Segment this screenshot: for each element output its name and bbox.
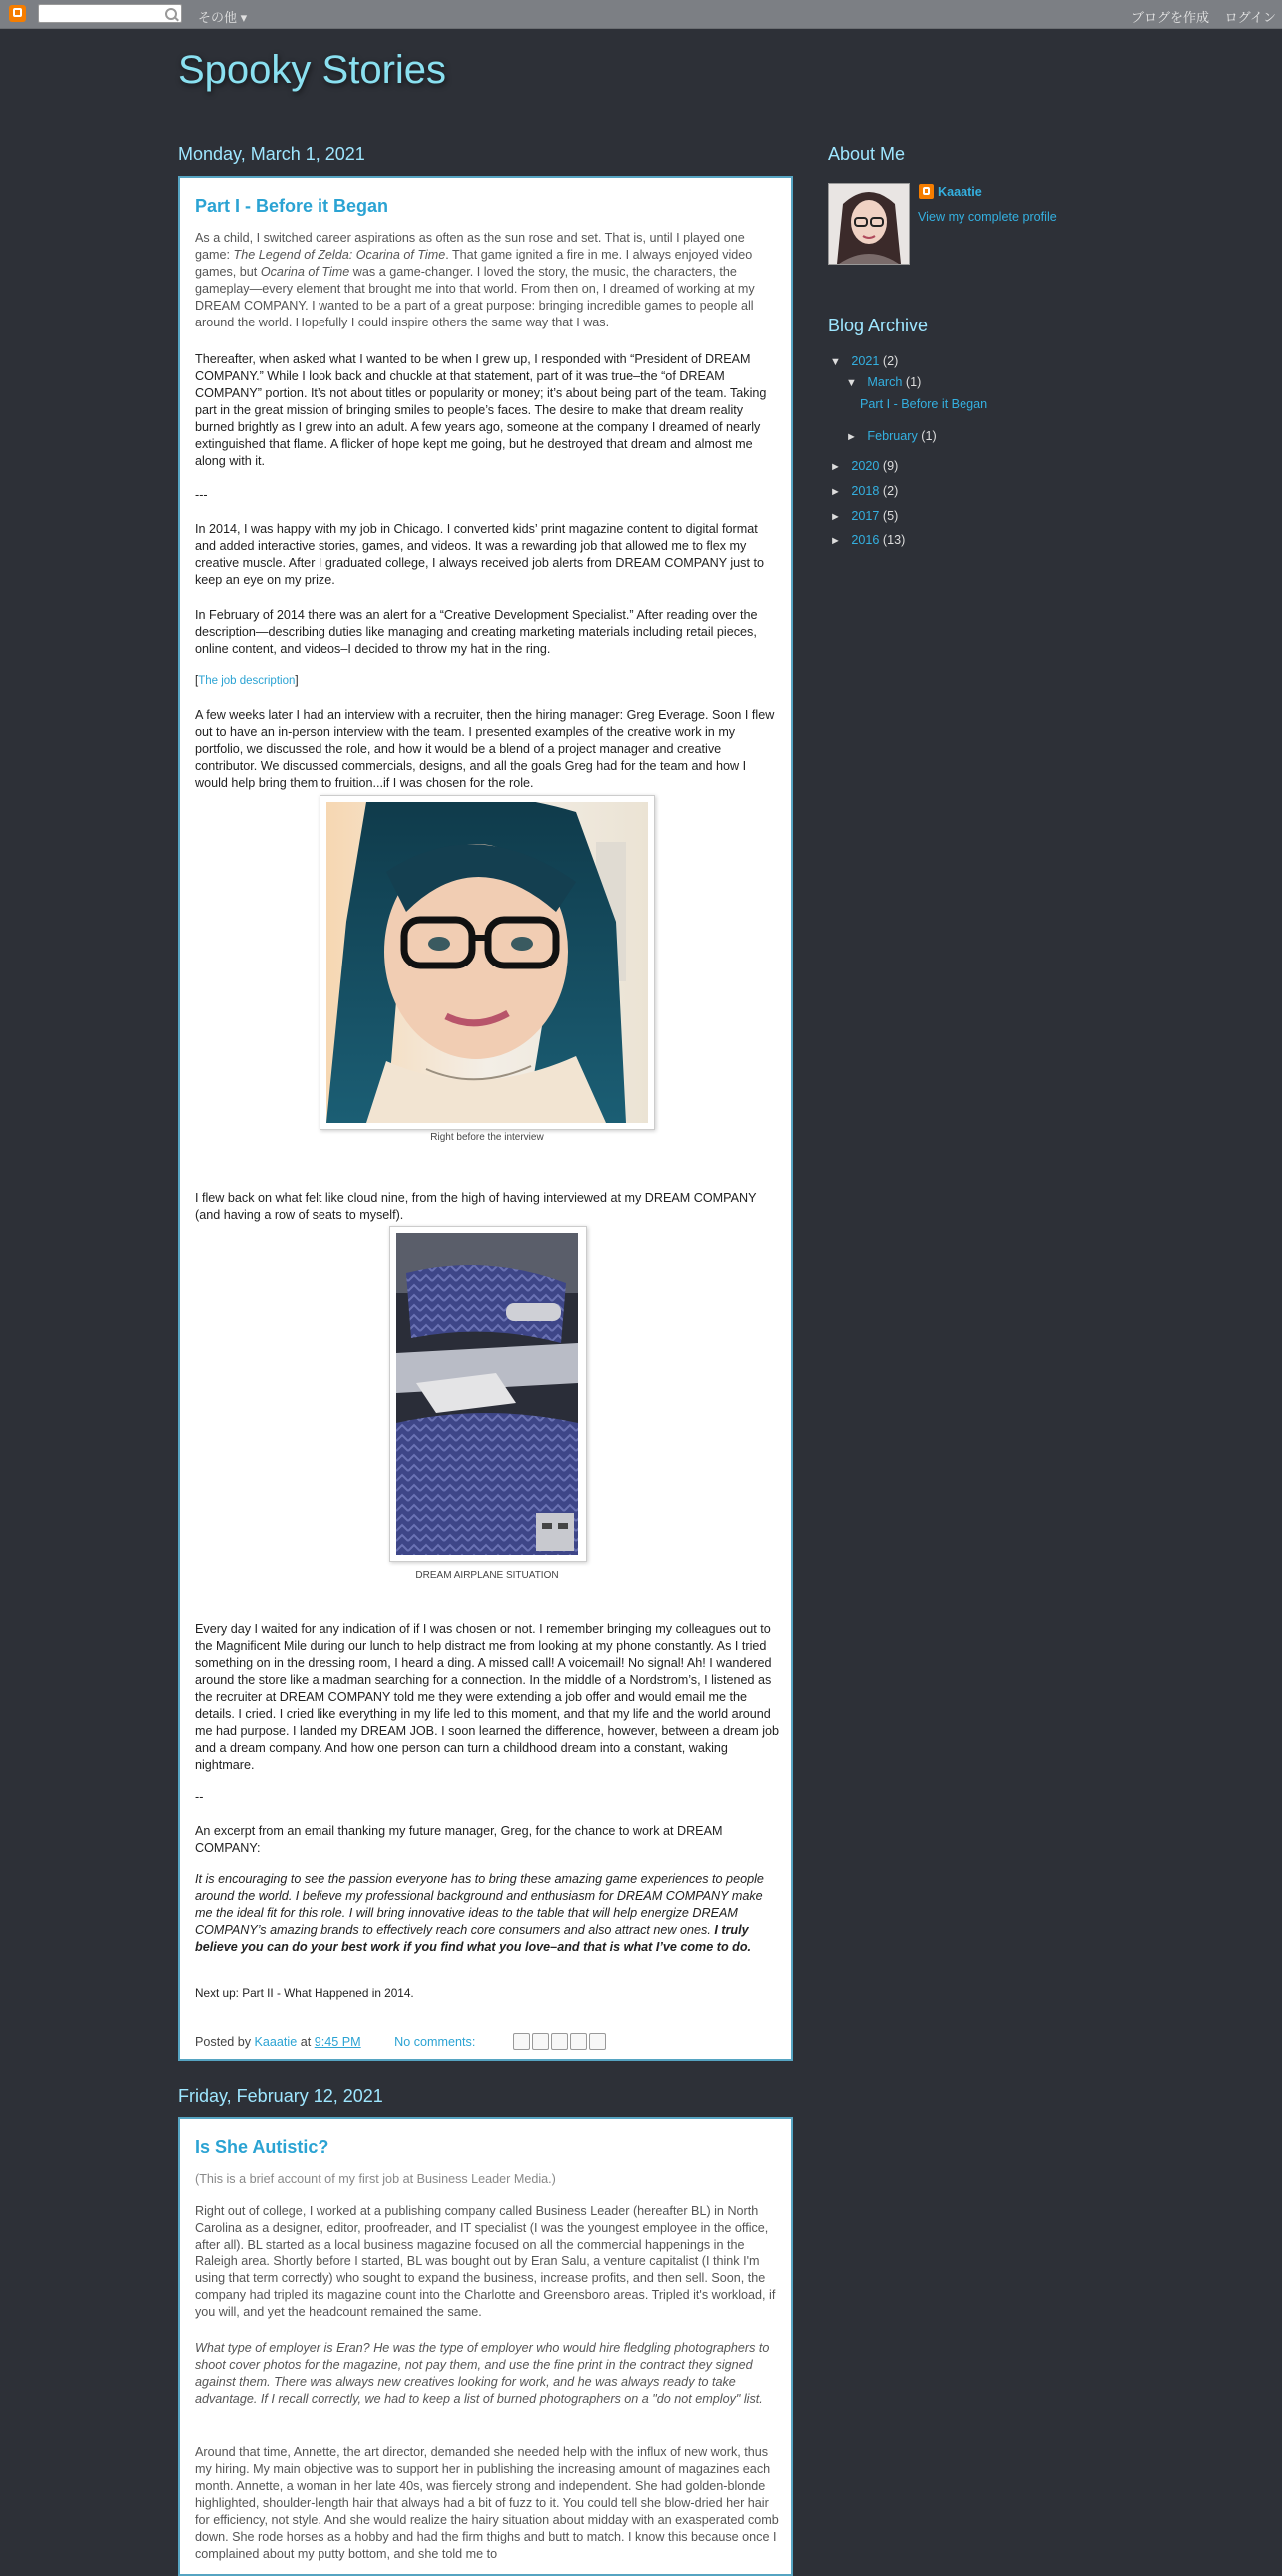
archive-item-2018[interactable]: ► 2018 (2)	[830, 484, 899, 498]
email-quote: It is encouraging to see the passion everyone has to bring these amazing game experiences to people around the world. I believe my professional background and enthusiasm for DREAM COMPANY make me the ideal fit for this role. I will bring innovative ideas to the table that will help energize DREAM COMPANY’s amazing brands to effectively reach core consumers and also attract new ones. I truly believe you can do your best work if you find what you love–and that is what I’ve come to do.	[195, 1872, 764, 1954]
interview-photo-frame[interactable]	[320, 795, 655, 1130]
archive-item-2020[interactable]: ► 2020 (9)	[830, 459, 899, 473]
post-title[interactable]: Is She Autistic?	[195, 2137, 329, 2157]
photo-caption: DREAM AIRPLANE SITUATION	[415, 1570, 559, 1581]
blogger-profile-icon	[919, 184, 934, 199]
post-paragraph: An excerpt from an email thanking my future manager, Greg, for the chance to work at DREAM COMPANY:	[195, 1824, 723, 1855]
archive-item-february[interactable]: ► February (1)	[846, 429, 937, 443]
job-description-link[interactable]: The job description	[198, 675, 296, 687]
blog-archive-heading: Blog Archive	[828, 316, 929, 335]
top-navbar	[0, 0, 1282, 29]
archive-item-2016[interactable]: ► 2016 (13)	[830, 533, 906, 547]
search-input[interactable]	[38, 4, 182, 23]
comments-link[interactable]: No comments:	[394, 2035, 476, 2049]
email-share-icon[interactable]	[513, 2033, 530, 2050]
post-paragraph: Thereafter, when asked what I wanted to be when I grew up, I responded with “President of DREAM COMPANY.” While I look back and chuckle at that statement, part of it was true–the “of DREAM COMPANY” portion. It’s not about titles or popularity or money; it’s about being part of the team. Taking part in the great mission of bringing smiles to people’s faces. The desire to make that dream reality burned brightly as I grew into an adult. A few years ago, someone at the company I dreamed of nearly extinguished that flame. A flicker of hope kept me going, but he destroyed that dream and almost me along with it.	[195, 352, 767, 468]
post-intro: (This is a brief account of my first job at Business Leader Media.)	[195, 2172, 556, 2186]
post-footer: Posted by Kaaatie at 9:45 PM No comments:	[195, 2035, 476, 2049]
pinterest-share-icon[interactable]	[589, 2033, 606, 2050]
expand-toggle-icon: ►	[830, 535, 841, 547]
archive-item-march[interactable]: ▼ March (1)	[846, 375, 922, 389]
profile-avatar[interactable]	[828, 183, 910, 265]
post-card	[178, 176, 793, 2061]
archive-post-link[interactable]: Part I - Before it Began	[860, 397, 988, 411]
archive-item-2017[interactable]: ► 2017 (5)	[830, 509, 899, 523]
collapse-toggle-icon: ▼	[830, 356, 841, 368]
interview-photo[interactable]	[326, 802, 648, 1123]
post-date: Friday, February 12, 2021	[178, 2086, 383, 2106]
create-blog-link[interactable]: ブログを作成	[1130, 10, 1209, 25]
view-profile-link[interactable]: View my complete profile	[918, 210, 1057, 224]
search-icon[interactable]	[165, 8, 177, 20]
more-menu[interactable]: その他 ▾	[198, 10, 248, 25]
post-title[interactable]: Part I - Before it Began	[195, 196, 389, 216]
blogthis-share-icon[interactable]	[532, 2033, 549, 2050]
post-paragraph: I flew back on what felt like cloud nine, from the high of having interviewed at my DREAM COMPANY (and having a row of seats to myself).	[195, 1191, 757, 1222]
expand-toggle-icon: ►	[830, 461, 841, 473]
collapse-toggle-icon: ▼	[846, 377, 857, 389]
author-link[interactable]: Kaaatie	[254, 2035, 298, 2049]
post-paragraph: What type of employer is Eran? He was the type of employer who would hire fledgling photographers to shoot cover photos for the magazine, not pay them, and use the fine print in the contract they signed against them. There was always new creatives looking for work, and he was always ready to take advantage. If I recall correctly, we had to keep a list of burned photographers on a "do not employ" list.	[195, 2341, 770, 2406]
expand-toggle-icon: ►	[846, 431, 857, 443]
post-paragraph: Around that time, Annette, the art director, demanded she needed help with the influx of new work, thus my hiring. My main objective was to support her in publishing the increasing amount of magazines each month. Annette, a woman in her late 40s, was fiercely strong and independent. She had golden-blonde highlighted, shoulder-length hair that always had a bit of fuzz to it. You could tell she blow-dried her hair for efficiency, not style. And she would realize the hairy situation about midday with an exasperated comb down. She rode horses as a hobby and had the firm thighs and butt to match. I know this because once I complained about my putty bottom, and she told me to	[195, 2445, 779, 2561]
next-up-text: Next up: Part II - What Happened in 2014.	[195, 1986, 414, 2000]
post-paragraph: As a child, I switched career aspirations as often as the sun rose and set. That is, until I played one game: The Legend of Zelda: Ocarina of Time. That game ignited a fire in me. I always enjoyed video games, but Ocarina of Time was a game-changer. I loved the story, the music, the characters, the gameplay—every element that brought me into that world. From then on, I dreamed of working at my DREAM COMPANY. I wanted to be a part of a great purpose: bringing incredible games to people all around the world. Hopefully I could inspire others the same way that I was.	[195, 231, 755, 329]
blog-title[interactable]: Spooky Stories	[178, 48, 447, 92]
post-separator: --	[195, 1790, 204, 1804]
job-description-link-line: [The job description]	[195, 675, 299, 687]
airplane-photo[interactable]	[396, 1233, 578, 1555]
archive-item-2021[interactable]: ▼ 2021 (2)	[830, 354, 899, 368]
post-card	[178, 2117, 793, 2576]
photo-caption: Right before the interview	[430, 1132, 544, 1143]
profile-name-link[interactable]: Kaaatie	[938, 185, 982, 199]
login-link[interactable]: ログイン	[1224, 10, 1276, 25]
post-date: Monday, March 1, 2021	[178, 144, 365, 164]
post-separator: ---	[195, 488, 208, 502]
post-paragraph: In 2014, I was happy with my job in Chicago. I converted kids’ print magazine content to digital format and added interactive stories, games, and videos. It was a rewarding job that allowed me to flex my creative muscle. After I graduated college, I always received job alerts from DREAM COMPANY just to keep an eye on my prize.	[195, 522, 764, 587]
twitter-share-icon[interactable]	[551, 2033, 568, 2050]
post-paragraph: Every day I waited for any indication of if I was chosen or not. I remember bringing my colleagues out to the Magnificent Mile during our lunch to help distract me from looking at my phone constantly. As I tried something on in the dressing room, I heard a ding. A missed call! A voicemail! No signal! Ah! I wandered around the store like a madman searching for a connection. In the middle of a Nordstrom’s, I listened as the recruiter at DREAM COMPANY told me they were extending a job offer and would email me the details. I cried. I cried like everything in my life led to this moment, and that my life and the world around me had purpose. I landed my DREAM JOB. I soon learned the difference, however, between a dream job and a dream company. And how one person can turn a childhood dream into a constant, waking nightmare.	[195, 1622, 780, 1772]
blogger-logo-icon[interactable]	[9, 5, 26, 22]
airplane-photo-frame[interactable]	[389, 1226, 587, 1562]
about-me-heading: About Me	[828, 144, 906, 164]
post-time-link[interactable]: 9:45 PM	[314, 2035, 361, 2049]
expand-toggle-icon: ►	[830, 486, 841, 498]
post-paragraph: A few weeks later I had an interview with a recruiter, then the hiring manager: Greg Everage. Soon I flew out to have an in-person interview with the team. I presented examples of the creative work in my portfolio, we discussed the role, and how it would be a blend of a project manager and creative contributor. We discussed commercials, designs, and all the goals Greg had for the team and how I would help bring them to fruition...if I was chosen for the role.	[195, 708, 775, 790]
post-paragraph: Right out of college, I worked at a publishing company called Business Leader (hereafter BL) in North Carolina as a designer, editor, proofreader, and IT specialist (I was the youngest employee in the office, after all). BL started as a local business magazine focused on all the commercial happenings in the Raleigh area. Shortly before I started, BL was bought out by Eran Salu, a venture capitalist (I think I'm using that term correctly) who sought to expand the business, increase profits, and then sell. Soon, the company had tripled its magazine count into the Charlotte and Greensboro areas. Tripled it's workload, if you will, and yet the headcount remained the same.	[195, 2204, 776, 2319]
expand-toggle-icon: ►	[830, 511, 841, 523]
post-paragraph: In February of 2014 there was an alert for a “Creative Development Specialist.” After reading over the description—describing duties like managing and creating marketing materials including retail pieces, online content, and videos–I decided to throw my hat in the ring.	[195, 608, 758, 656]
facebook-share-icon[interactable]	[570, 2033, 587, 2050]
